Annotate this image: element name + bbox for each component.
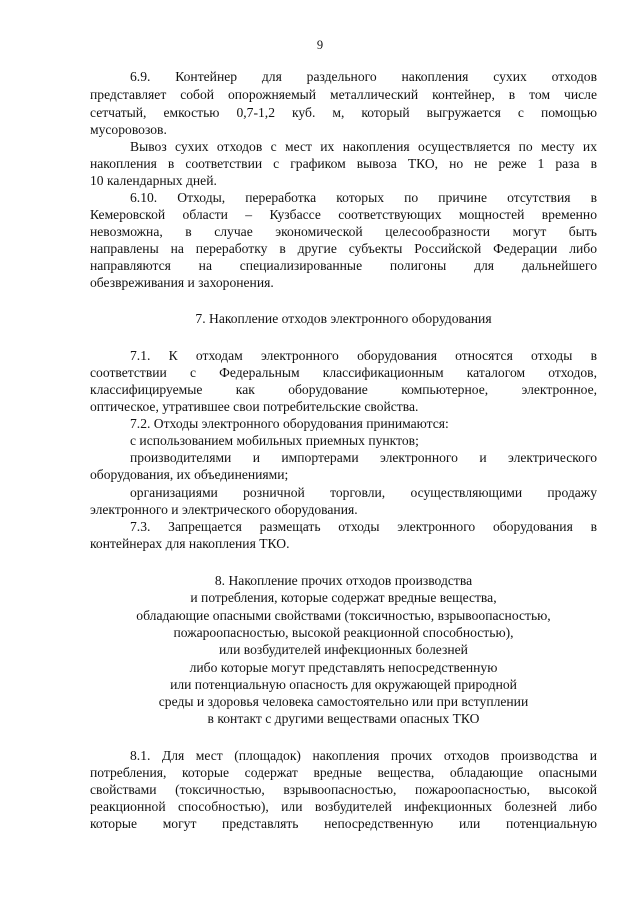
paragraph-6-10-line: 6.10. Отходы, переработка которых по причине отсутствия в <box>130 190 597 205</box>
paragraph-export-line: накопления в соответствии с графиком вывоза ТКО, но не реже 1 раза в <box>90 156 597 171</box>
list-item-producers-line: оборудования, их объединениями; <box>90 467 289 482</box>
section-8-heading-line: среды и здоровья человека самостоятельно или при вступлении <box>158 694 529 709</box>
section-8-heading-line: пожароопасностью, высокой реакционной способностью), <box>173 625 514 640</box>
section-8-heading-line: и потребления, которые содержат вредные вещества, <box>190 590 497 605</box>
section-8-heading-line: в контакт с другими веществами опасных ТКО <box>207 711 480 726</box>
paragraph-6-10-line: направлены на переработку в другие субъекты Российской Федерации либо <box>90 241 597 256</box>
paragraph-6-9-line: представляет собой опорожняемый металлический контейнер, в том числе <box>90 87 597 102</box>
paragraph-7-1-line: соответствии с Федеральным классификационным каталогом отходов, <box>90 365 597 380</box>
paragraph-6-10-line: невозможна, в случае экономической целесообразности могут быть <box>90 224 597 239</box>
paragraph-6-9-line: 6.9. Контейнер для раздельного накопления сухих отходов <box>130 69 597 84</box>
paragraph-export-line: 10 календарных дней. <box>90 173 217 188</box>
section-8-heading-line: или потенциальную опасность для окружающей природной <box>170 677 517 692</box>
list-item-retail-line: организациями розничной торговли, осуществляющими продажу <box>130 485 597 500</box>
paragraph-7-1-line: 7.1. К отходам электронного оборудования относятся отходы в <box>130 348 597 363</box>
paragraph-7-3-line: 7.3. Запрещается размещать отходы электронного оборудования в <box>130 519 597 534</box>
paragraph-8-1-line: 8.1. Для мест (площадок) накопления прочих отходов производства и <box>130 748 597 763</box>
section-7-heading: 7. Накопление отходов электронного оборудования <box>195 311 492 326</box>
paragraph-7-1-line: оптическое, утратившее свои потребительские свойства. <box>90 399 419 414</box>
list-item-producers-line: производителями и импортерами электронного и электрического <box>130 450 597 465</box>
section-8-heading-line: 8. Накопление прочих отходов производства <box>214 573 473 588</box>
paragraph-7-3-line: контейнерах для накопления ТКО. <box>90 536 290 551</box>
paragraph-export-line: Вывоз сухих отходов с мест их накопления осуществляется по месту их <box>130 139 597 154</box>
section-8-heading-line: либо которые могут представлять непосредственную <box>189 660 498 675</box>
paragraph-7-1-line: классифицируемые как оборудование компьютерное, электронное, <box>90 382 597 397</box>
paragraph-6-10-line: Кемеровской области – Кузбассе соответствующих мощностей временно <box>90 207 597 222</box>
paragraph-6-9-line: мусоровозов. <box>90 122 167 137</box>
section-8-heading-line: или возбудителей инфекционных болезней <box>219 642 468 657</box>
paragraph-7-2: 7.2. Отходы электронного оборудования принимаются: <box>130 416 449 431</box>
paragraph-8-1-line: свойствами (токсичностью, взрывоопасностью, пожароопасностью, высокой <box>90 782 597 797</box>
page-number: 9 <box>316 38 324 52</box>
list-item-retail-line: электронного и электрического оборудования. <box>90 502 358 517</box>
paragraph-6-10-line: направляются на специализированные полигоны для дальнейшего <box>90 258 597 273</box>
list-item-mobile-points: с использованием мобильных приемных пунктов; <box>130 433 419 448</box>
paragraph-8-1-line: потребления, которые содержат вредные вещества, обладающие опасными <box>90 765 597 780</box>
paragraph-6-10-line: обезвреживания и захоронения. <box>90 275 274 290</box>
paragraph-8-1-line: которые могут представлять непосредственную или потенциальную <box>90 816 597 831</box>
paragraph-8-1-line: реакционной способностью), или возбудителей инфекционных болезней либо <box>90 799 597 814</box>
section-8-heading-line: обладающие опасными свойствами (токсичностью, взрывоопасностью, <box>136 608 551 623</box>
paragraph-6-9-line: сетчатый, емкостью 0,7-1,2 куб. м, который выгружается с помощью <box>90 105 597 120</box>
